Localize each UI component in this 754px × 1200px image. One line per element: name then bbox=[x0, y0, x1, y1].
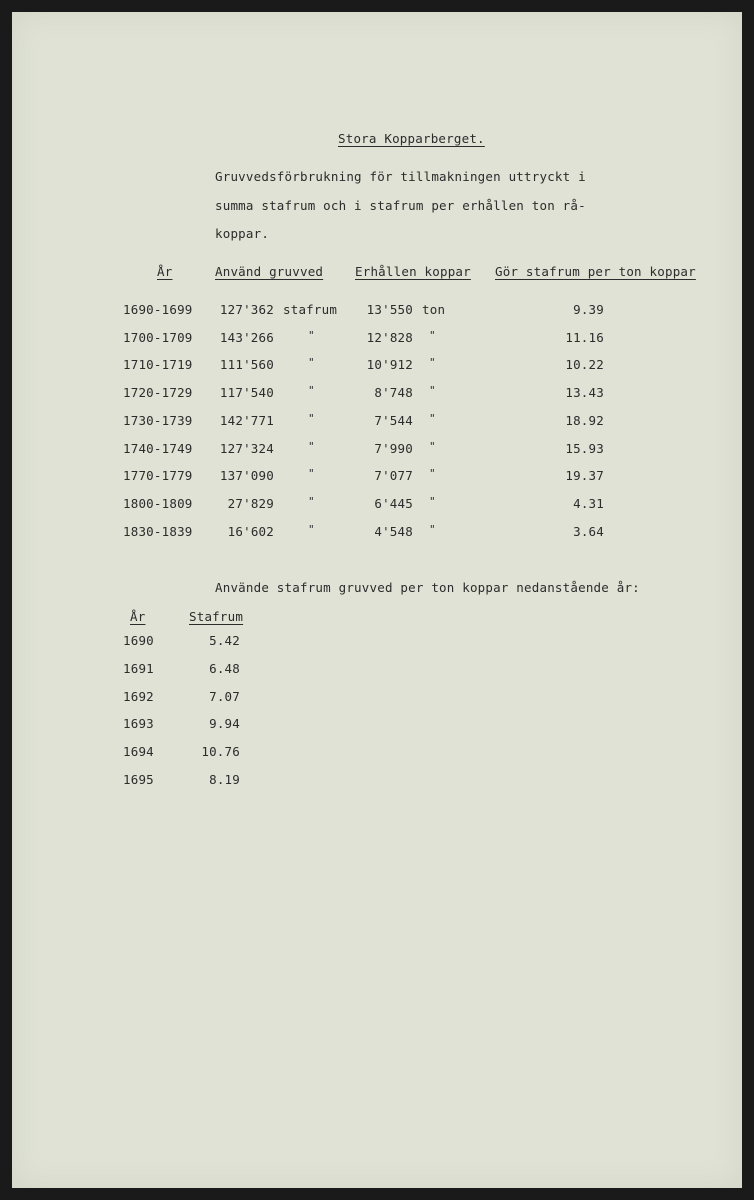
intro-line-1: Gruvvedsförbrukning för tillmakningen uttryckt i bbox=[215, 169, 586, 184]
row-wood: 111'560 bbox=[219, 357, 274, 372]
table1-header-wood: Använd gruvved bbox=[215, 264, 324, 279]
table2-row-year: 1693 bbox=[123, 716, 154, 731]
ditto-wood: " bbox=[308, 440, 315, 453]
table2-row-year: 1692 bbox=[123, 689, 154, 704]
ditto-wood: " bbox=[308, 384, 315, 397]
ditto-wood: " bbox=[308, 356, 315, 369]
row-period: 1830-1839 bbox=[123, 524, 193, 539]
ditto-wood: " bbox=[308, 412, 315, 425]
row-ratio: 11.16 bbox=[565, 330, 604, 345]
row-wood: 143'266 bbox=[219, 330, 274, 345]
row-wood: 137'090 bbox=[219, 468, 274, 483]
row-period: 1800-1809 bbox=[123, 496, 193, 511]
ditto-copper: " bbox=[429, 356, 436, 369]
row-ratio: 10.22 bbox=[565, 357, 604, 372]
row-period: 1730-1739 bbox=[123, 413, 193, 428]
table2-row-value: 8.19 bbox=[209, 772, 240, 787]
unit-wood: stafrum bbox=[283, 302, 338, 317]
table2-row-year: 1690 bbox=[123, 633, 154, 648]
row-copper: 6'445 bbox=[374, 496, 413, 511]
row-copper: 7'077 bbox=[374, 468, 413, 483]
ditto-wood: " bbox=[308, 495, 315, 508]
row-ratio: 15.93 bbox=[565, 441, 604, 456]
row-ratio: 19.37 bbox=[565, 468, 604, 483]
row-wood: 142'771 bbox=[219, 413, 274, 428]
row-copper: 4'548 bbox=[374, 524, 413, 539]
intro-line-3: koppar. bbox=[215, 226, 270, 241]
ditto-wood: " bbox=[308, 329, 315, 342]
ditto-copper: " bbox=[429, 495, 436, 508]
subtitle: Använde stafrum gruvved per ton koppar nedanstående år: bbox=[215, 580, 640, 595]
row-period: 1700-1709 bbox=[123, 330, 193, 345]
row-period: 1710-1719 bbox=[123, 357, 193, 372]
ditto-copper: " bbox=[429, 440, 436, 453]
table2-row-value: 7.07 bbox=[209, 689, 240, 704]
ditto-copper: " bbox=[429, 412, 436, 425]
table2-row-year: 1695 bbox=[123, 772, 154, 787]
row-copper: 7'990 bbox=[374, 441, 413, 456]
row-copper: 7'544 bbox=[374, 413, 413, 428]
row-copper: 12'828 bbox=[366, 330, 413, 345]
ditto-copper: " bbox=[429, 523, 436, 536]
table2-row-value: 9.94 bbox=[209, 716, 240, 731]
table2-header-value: Stafrum bbox=[189, 609, 244, 624]
table2-row-value: 5.42 bbox=[209, 633, 240, 648]
unit-copper: ton bbox=[422, 302, 446, 317]
row-wood: 127'324 bbox=[219, 441, 274, 456]
row-copper: 10'912 bbox=[366, 357, 413, 372]
page-title: Stora Kopparberget. bbox=[338, 131, 485, 146]
table2-row-value: 10.76 bbox=[201, 744, 240, 759]
table1-header-ratio: Gör stafrum per ton koppar bbox=[495, 264, 696, 279]
row-ratio: 3.64 bbox=[573, 524, 604, 539]
row-period: 1740-1749 bbox=[123, 441, 193, 456]
ditto-wood: " bbox=[308, 523, 315, 536]
table1-header-year: År bbox=[157, 264, 173, 279]
table2-row-value: 6.48 bbox=[209, 661, 240, 676]
row-ratio: 4.31 bbox=[573, 496, 604, 511]
ditto-copper: " bbox=[429, 329, 436, 342]
table2-row-year: 1691 bbox=[123, 661, 154, 676]
ditto-copper: " bbox=[429, 467, 436, 480]
row-copper: 8'748 bbox=[374, 385, 413, 400]
table2-header-year: År bbox=[130, 609, 146, 624]
row-ratio: 9.39 bbox=[573, 302, 604, 317]
row-period: 1720-1729 bbox=[123, 385, 193, 400]
row-copper: 13'550 bbox=[366, 302, 413, 317]
row-ratio: 18.92 bbox=[565, 413, 604, 428]
row-wood: 16'602 bbox=[227, 524, 274, 539]
row-wood: 127'362 bbox=[219, 302, 274, 317]
row-wood: 27'829 bbox=[227, 496, 274, 511]
ditto-wood: " bbox=[308, 467, 315, 480]
row-wood: 117'540 bbox=[219, 385, 274, 400]
ditto-copper: " bbox=[429, 384, 436, 397]
row-ratio: 13.43 bbox=[565, 385, 604, 400]
table1-header-copper: Erhållen koppar bbox=[355, 264, 471, 279]
table2-row-year: 1694 bbox=[123, 744, 154, 759]
row-period: 1690-1699 bbox=[123, 302, 193, 317]
document-page bbox=[12, 12, 742, 1188]
intro-line-2: summa stafrum och i stafrum per erhållen ton rå- bbox=[215, 198, 586, 213]
row-period: 1770-1779 bbox=[123, 468, 193, 483]
